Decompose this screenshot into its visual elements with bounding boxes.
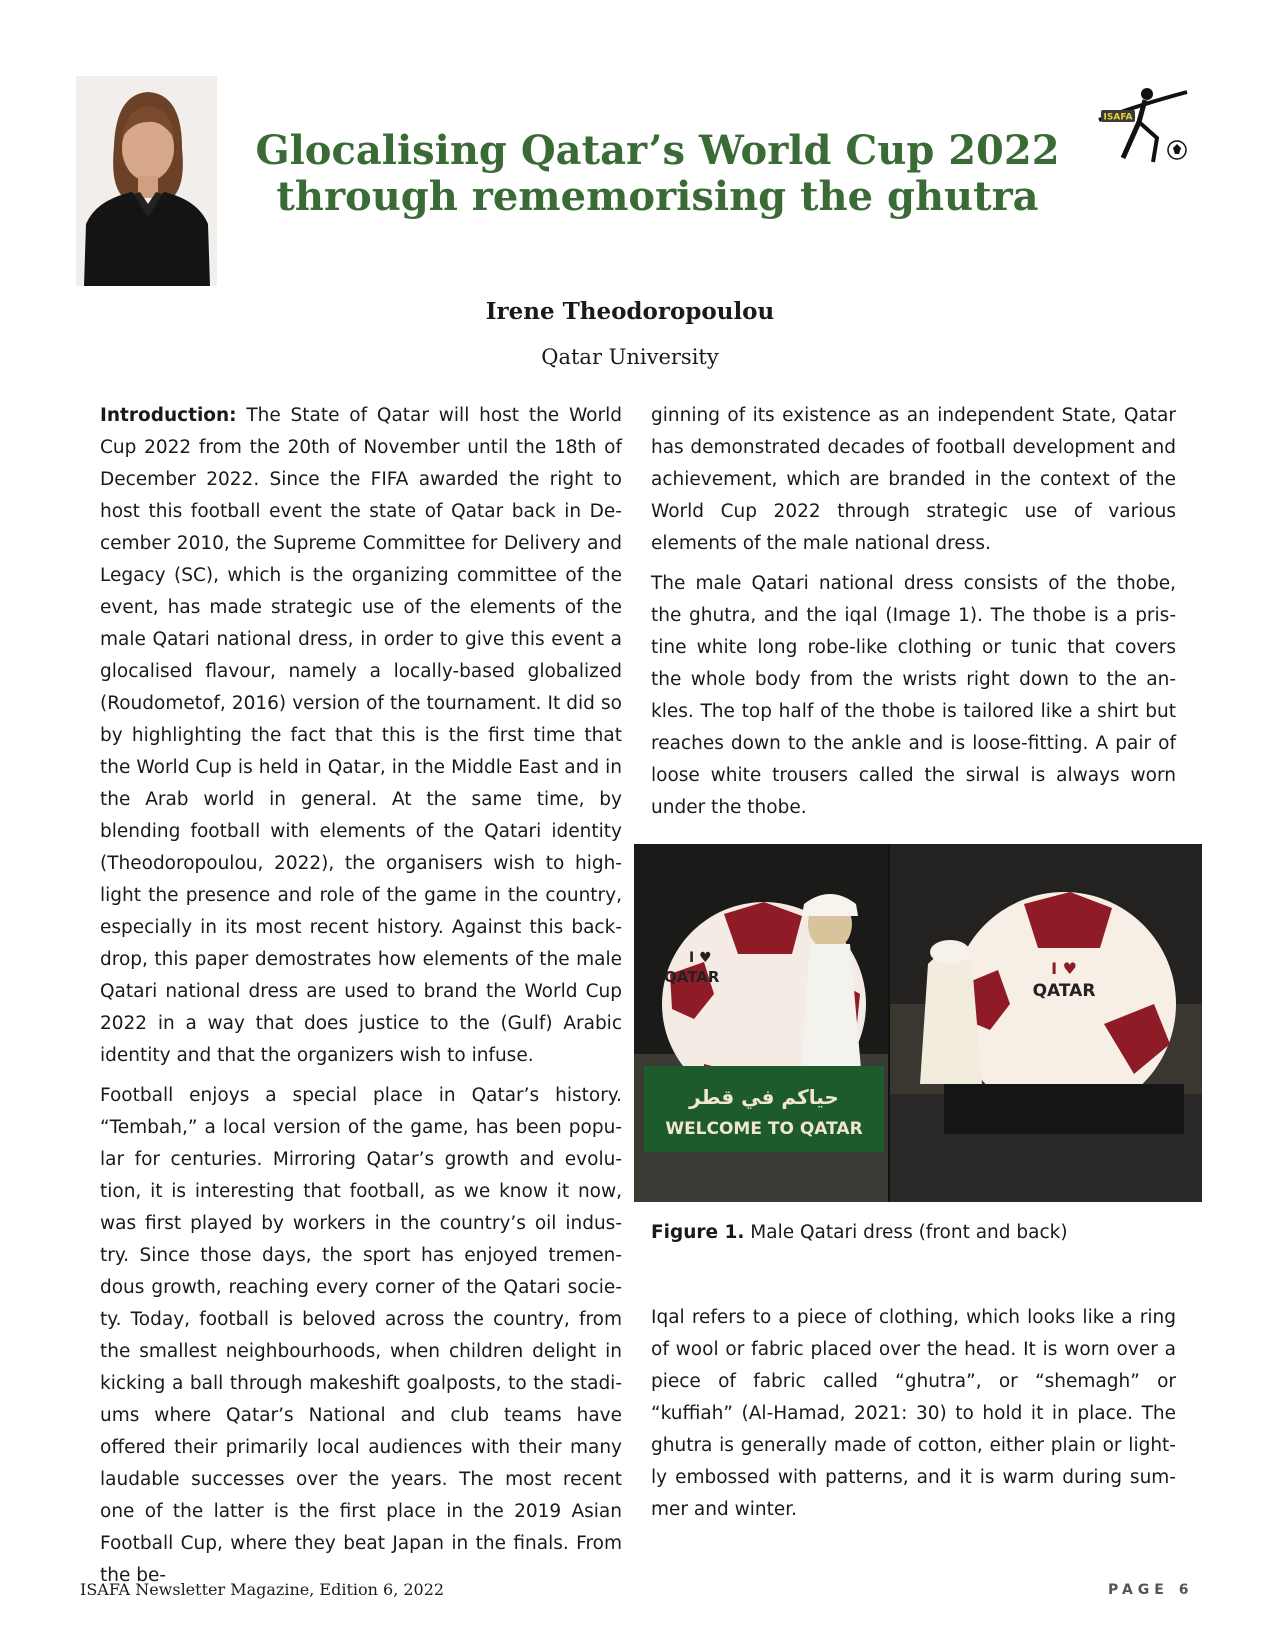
intro-label: Introduction: [100,405,237,426]
right-column-bottom [651,1302,1176,1534]
dress-paragraph: The male Qatari national dress consists of the thobe, the ghutra, and the iqal (Image 1). The thobe is a pris-tine white long robe-like clothing or tunic that covers the whole body from the wrists right down to the an-kles. The top half of the thobe is tailored like a shirt but reaches down to the ankle and is loose-fitting. A pair of loose white trousers called the sirwal is always worn under the thobe. [651,573,1176,818]
logo-text: ISAFA [1103,112,1133,123]
author-portrait [76,76,217,286]
footer-publication: ISAFA Newsletter Magazine, Edition 6, 2022 [80,1580,445,1599]
history-paragraph: Football enjoys a special place in Qatar’s history. “Tembah,” a local version of the game, has been popu-lar for centuries. Mirroring Qatar’s growth and evolu-tion, it is interesting that football, as we know it now, was first played by workers in the country’s oil indus-try. Since those days, the sport has enjoyed tremen-dous growth, reaching every corner of the Qatari socie-ty. Today, football is beloved across the country, from the smallest neighbourhoods, when children delight in kicking a ball through makeshift goalposts, to the stadi-ums where Qatar’s National and club teams have offered their primarily local audiences with their many laudable successes over the years. The most recent one of the latter is the first place in the 2019 Asian Football Cup, where they beat Japan in the finals. From the be- [100,1085,622,1586]
title-line-1: Glocalising Qatar’s World Cup 2022 [255,127,1060,174]
ball-text-left: QATAR [664,968,720,986]
right-column-top [651,400,1176,832]
footer-page-number: PAGE 6 [1108,1582,1194,1598]
intro-text: The State of Qatar will host the World Cup 2022 from the 20th of November until the 18th of December 2022. Since the FIFA awarded the right to host this football event the state of Qatar back in De-cember 2010, the Supreme Committee for Delivery and Legacy (SC), which is the organizing committee of the event, has made strategic use of the elements of the male Qatari national dress, in order to give this event a glocalised flavour, namely a locally-based globalized (Roudometof, 2016) version of the tournament. It did so by highlighting the fact that this is the first time that the World Cup is held in Qatar, in the Middle East and in the Arab world in general. At the same time, by blending football with elements of the Qatari identity (Theodoropoulou, 2022), the organisers wish to high-light the presence and role of the game in the country, especially in its most recent history. Against this back-drop, this paper demostrates how elements of the male Qatari national dress are used to brand the World Cup 2022 in a way that does justice to the (Gulf) Arabic identity and that the organizers wish to infuse. [100,405,622,1066]
author-affiliation: Qatar University [541,345,719,369]
ball-heart-right: I ♥ [1051,959,1077,978]
author-name: Irene Theodoropoulou [485,298,775,325]
figure-photo-graphic [634,844,1202,1202]
article-title [230,128,1085,220]
sign-arabic: حياكم في قطر [689,1085,839,1109]
ball-text-right: QATAR [1032,981,1096,1001]
intro-paragraph [100,400,622,1072]
figure-label: Figure 1. [651,1222,745,1243]
sign-english: WELCOME TO QATAR [665,1119,863,1139]
figure-photo [634,844,1202,1202]
left-column [100,400,622,1600]
ball-heart-left: I ♥ [689,950,712,966]
isafa-logo-graphic [1095,88,1195,170]
isafa-logo [1095,88,1195,170]
continuation-paragraph: ginning of its existence as an independent State, Qatar has demonstrated decades of football development and achievement, which are branded in the context of the World Cup 2022 through strategic use of various elements of the male national dress. [651,405,1176,554]
iqal-paragraph: Iqal refers to a piece of clothing, which looks like a ring of wool or fabric placed over the head. It is worn over a piece of fabric called “ghutra”, or “shemagh” or “kuffiah” (Al-Hamad, 2021: 30) to hold it in place. The ghutra is generally made of cotton, either plain or light-ly embossed with patterns, and it is warm during sum-mer and winter. [651,1307,1176,1520]
title-line-2: through rememorising the ghutra [276,173,1039,220]
figure-caption [651,1222,1068,1243]
portrait-image [76,76,217,286]
figure-caption-text: Male Qatari dress (front and back) [750,1222,1068,1243]
